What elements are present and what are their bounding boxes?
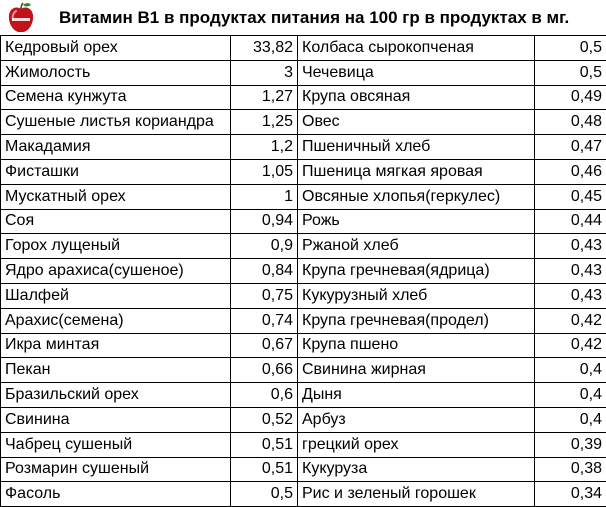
right-product-value: 0,34 [535,482,606,507]
left-product-value: 0,9 [231,234,298,259]
left-product-value: 3 [231,60,298,85]
right-product-value: 0,49 [535,85,606,110]
table-row [1,135,606,160]
right-product-name: Колбаса сырокопченая [298,36,535,61]
table-row [1,159,606,184]
left-product-value: 33,82 [231,36,298,61]
right-product-value: 0,4 [535,358,606,383]
right-product-value: 0,46 [535,159,606,184]
vitamin-table [0,35,606,507]
left-product-name: Пекан [1,358,231,383]
table-row [1,85,606,110]
right-product-name: Крупа гречневая(продел) [298,308,535,333]
right-product-value: 0,39 [535,432,606,457]
right-product-name: Дыня [298,383,535,408]
right-product-value: 0,4 [535,383,606,408]
table-row [1,308,606,333]
left-product-value: 1 [231,184,298,209]
left-product-value: 1,27 [231,85,298,110]
left-product-value: 1,2 [231,135,298,160]
table-row [1,432,606,457]
right-product-name: Свинина жирная [298,358,535,383]
table-row [1,259,606,284]
right-product-name: грецкий орех [298,432,535,457]
right-product-value: 0,4 [535,407,606,432]
table-row [1,283,606,308]
right-product-value: 0,43 [535,259,606,284]
table-row [1,209,606,234]
left-product-name: Свинина [1,407,231,432]
right-product-name: Крупа гречневая(ядрица) [298,259,535,284]
right-product-value: 0,47 [535,135,606,160]
left-product-value: 0,6 [231,383,298,408]
left-product-value: 0,51 [231,457,298,482]
right-product-value: 0,45 [535,184,606,209]
table-row [1,110,606,135]
left-product-name: Розмарин сушеный [1,457,231,482]
right-product-value: 0,48 [535,110,606,135]
table-row [1,358,606,383]
right-product-name: Кукурузный хлеб [298,283,535,308]
left-product-value: 0,74 [231,308,298,333]
left-product-value: 0,75 [231,283,298,308]
left-product-value: 0,84 [231,259,298,284]
right-product-value: 0,43 [535,283,606,308]
table-row [1,234,606,259]
left-product-value: 1,25 [231,110,298,135]
left-product-name: Арахис(семена) [1,308,231,333]
left-product-name: Жимолость [1,60,231,85]
right-product-name: Крупа овсяная [298,85,535,110]
table-row [1,184,606,209]
table-header [0,0,606,36]
table-row [1,36,606,61]
table-row [1,482,606,507]
left-product-name: Фасоль [1,482,231,507]
right-product-value: 0,44 [535,209,606,234]
left-product-name: Бразильский орех [1,383,231,408]
page-title: Витамин В1 в продуктах питания на 100 гр в продуктах в мг. [59,8,569,28]
left-product-name: Семена кунжута [1,85,231,110]
right-product-value: 0,5 [535,60,606,85]
left-product-value: 0,52 [231,407,298,432]
left-product-name: Чабрец сушеный [1,432,231,457]
left-product-name: Фисташки [1,159,231,184]
right-product-value: 0,5 [535,36,606,61]
left-product-name: Шалфей [1,283,231,308]
right-product-value: 0,42 [535,333,606,358]
left-product-name: Икра минтая [1,333,231,358]
left-product-name: Горох лущеный [1,234,231,259]
right-product-name: Ржаной хлеб [298,234,535,259]
left-product-name: Соя [1,209,231,234]
table-row [1,383,606,408]
left-product-value: 0,94 [231,209,298,234]
table-row [1,333,606,358]
right-product-value: 0,42 [535,308,606,333]
right-product-name: Чечевица [298,60,535,85]
red-apple-icon [4,1,38,35]
left-product-name: Мускатный орех [1,184,231,209]
left-product-value: 0,51 [231,432,298,457]
right-product-name: Пшеница мягкая яровая [298,159,535,184]
left-product-name: Кедровый орех [1,36,231,61]
table-row [1,407,606,432]
left-product-value: 0,5 [231,482,298,507]
right-product-value: 0,38 [535,457,606,482]
right-product-name: Овсяные хлопья(геркулес) [298,184,535,209]
right-product-value: 0,43 [535,234,606,259]
left-product-name: Сушеные листья кориандра [1,110,231,135]
right-product-name: Овес [298,110,535,135]
left-product-name: Макадамия [1,135,231,160]
left-product-value: 0,67 [231,333,298,358]
left-product-value: 0,66 [231,358,298,383]
table-row [1,60,606,85]
left-product-name: Ядро арахиса(сушеное) [1,259,231,284]
right-product-name: Крупа пшено [298,333,535,358]
right-product-name: Рожь [298,209,535,234]
right-product-name: Кукуруза [298,457,535,482]
right-product-name: Пшеничный хлеб [298,135,535,160]
right-product-name: Рис и зеленый горошек [298,482,535,507]
left-product-value: 1,05 [231,159,298,184]
right-product-name: Арбуз [298,407,535,432]
table-row [1,457,606,482]
